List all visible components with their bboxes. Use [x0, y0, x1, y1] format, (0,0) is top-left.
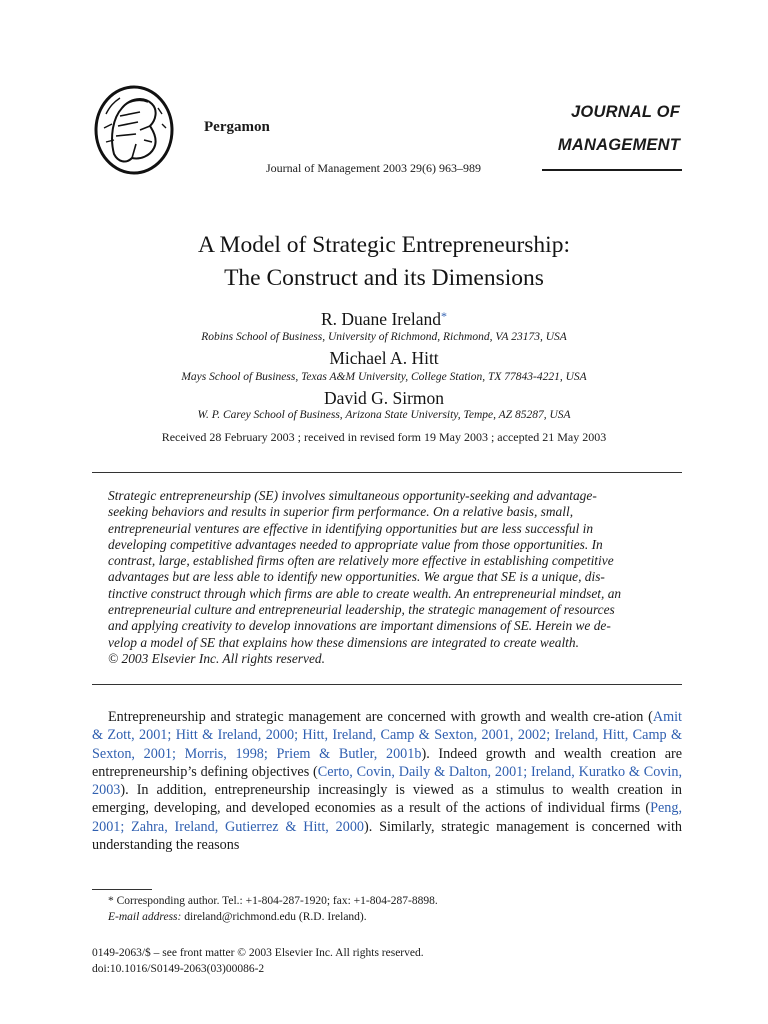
abstract-line: entrepreneurial culture and entrepreneurial leadership, the strategic management of resources	[108, 602, 615, 618]
abstract-line: contrast, large, established firms often are relatively more effective in establishing competitive	[108, 553, 614, 569]
abstract-line: and applying creativity to develop innovations are important dimensions of SE. Herein we de-	[108, 618, 611, 634]
pergamon-logo-icon	[92, 84, 176, 176]
article-title	[0, 229, 768, 295]
journal-reference: Journal of Management 2003 29(6) 963–989	[266, 161, 481, 175]
email-address[interactable]: direland@richmond.edu (R.D. Ireland).	[184, 911, 367, 923]
author-name: David G. Sirmon	[323, 388, 445, 408]
author-name-text: R. Duane Ireland	[320, 309, 442, 329]
publisher-name: Pergamon	[204, 119, 270, 135]
article-title-line1: A Model of Strategic Entrepreneurship:	[198, 232, 570, 258]
abstract-top-rule	[92, 472, 682, 473]
citation-link[interactable]: Certo, Covin, Daily & Dalton, 2001; Ireland, Kuratko & Covin, 2003	[92, 763, 682, 799]
author-name	[0, 309, 768, 330]
corresponding-author-footnote: * Corresponding author. Tel.: +1-804-287-1920; fax: +1-804-287-8898.	[108, 895, 438, 907]
body-paragraph	[92, 708, 682, 854]
doi-line[interactable]: doi:10.1016/S0149-2063(03)00086-2	[92, 963, 265, 975]
issn-line: 0149-2063/$ – see front matter © 2003 Elsevier Inc. All rights reserved.	[92, 947, 424, 959]
email-footnote	[108, 911, 367, 923]
abstract-bottom-rule	[92, 684, 682, 685]
received-dates: Received 28 February 2003 ; received in revised form 19 May 2003 ; accepted 21 May 2003	[161, 430, 607, 444]
abstract-line: seeking behaviors and results in superior firm performance. On a relative basis, small,	[108, 504, 574, 520]
body-text-span: ). Similarly, strategic management is concerned with understanding the reasons	[92, 818, 682, 854]
body-text	[92, 708, 682, 854]
abstract-line: advantages but are less able to identify new opportunities. We argue that SE is a unique, dis-	[108, 569, 605, 585]
author-affiliation: W. P. Carey School of Business, Arizona State University, Tempe, AZ 85287, USA	[197, 409, 571, 421]
journal-title-line1: JOURNAL OF	[571, 103, 680, 121]
abstract-line: developing competitive advantages needed to appropriate value from those opportunities. In	[108, 536, 603, 552]
footnote-rule	[92, 889, 152, 890]
corresponding-author-mark[interactable]: *	[441, 309, 448, 323]
body-text-span: Entrepreneurship and strategic management are concerned with growth and wealth cre-ation (	[108, 709, 653, 725]
abstract-line: velop a model of SE that explains how these dimensions are integrated to create wealth.	[108, 634, 579, 650]
author-affiliation: Mays School of Business, Texas A&M University, College Station, TX 77843-4221, USA	[181, 371, 587, 383]
citation-link[interactable]: Amit & Zott, 2001; Hitt & Ireland, 2000; Hitt, Ireland, Camp & Sexton, 2001, 2002; Ireland, Hitt, Camp & Sexton, 2001; Morris, 1998; Priem & Butler, 2001b	[92, 709, 682, 762]
journal-title-line2: MANAGEMENT	[557, 136, 680, 154]
author-affiliation: Robins School of Business, University of Richmond, Richmond, VA 23173, USA	[201, 331, 567, 343]
abstract	[108, 488, 666, 667]
abstract-line: Strategic entrepreneurship (SE) involves simultaneous opportunity-seeking and advantage-	[108, 488, 597, 503]
copyright-line: © 2003 Elsevier Inc. All rights reserved.	[108, 650, 325, 666]
article-title-line2: The Construct and its Dimensions	[224, 265, 544, 291]
email-label: E-mail address:	[108, 911, 182, 923]
abstract-line: tinctive construct through which firms are able to create wealth. An entrepreneurial mindset, an	[108, 585, 622, 601]
body-text-span: ). In addition, entrepreneurship increasingly is viewed as a stimulus to wealth creation in emerging, developing, and developed economies as a result of the actions of individual firms (	[92, 782, 682, 817]
body-text-span: ). Indeed growth and wealth creation are entrepreneurship’s defining objectives (	[92, 745, 683, 780]
citation-link[interactable]: Peng, 2001; Zahra, Ireland, Gutierrez & Hitt, 2000	[92, 800, 682, 835]
author-name: Michael A. Hitt	[329, 348, 439, 368]
journal-title-rule	[542, 169, 682, 171]
abstract-line: entrepreneurial ventures are effective in identifying opportunities but are less successful in	[108, 520, 594, 536]
